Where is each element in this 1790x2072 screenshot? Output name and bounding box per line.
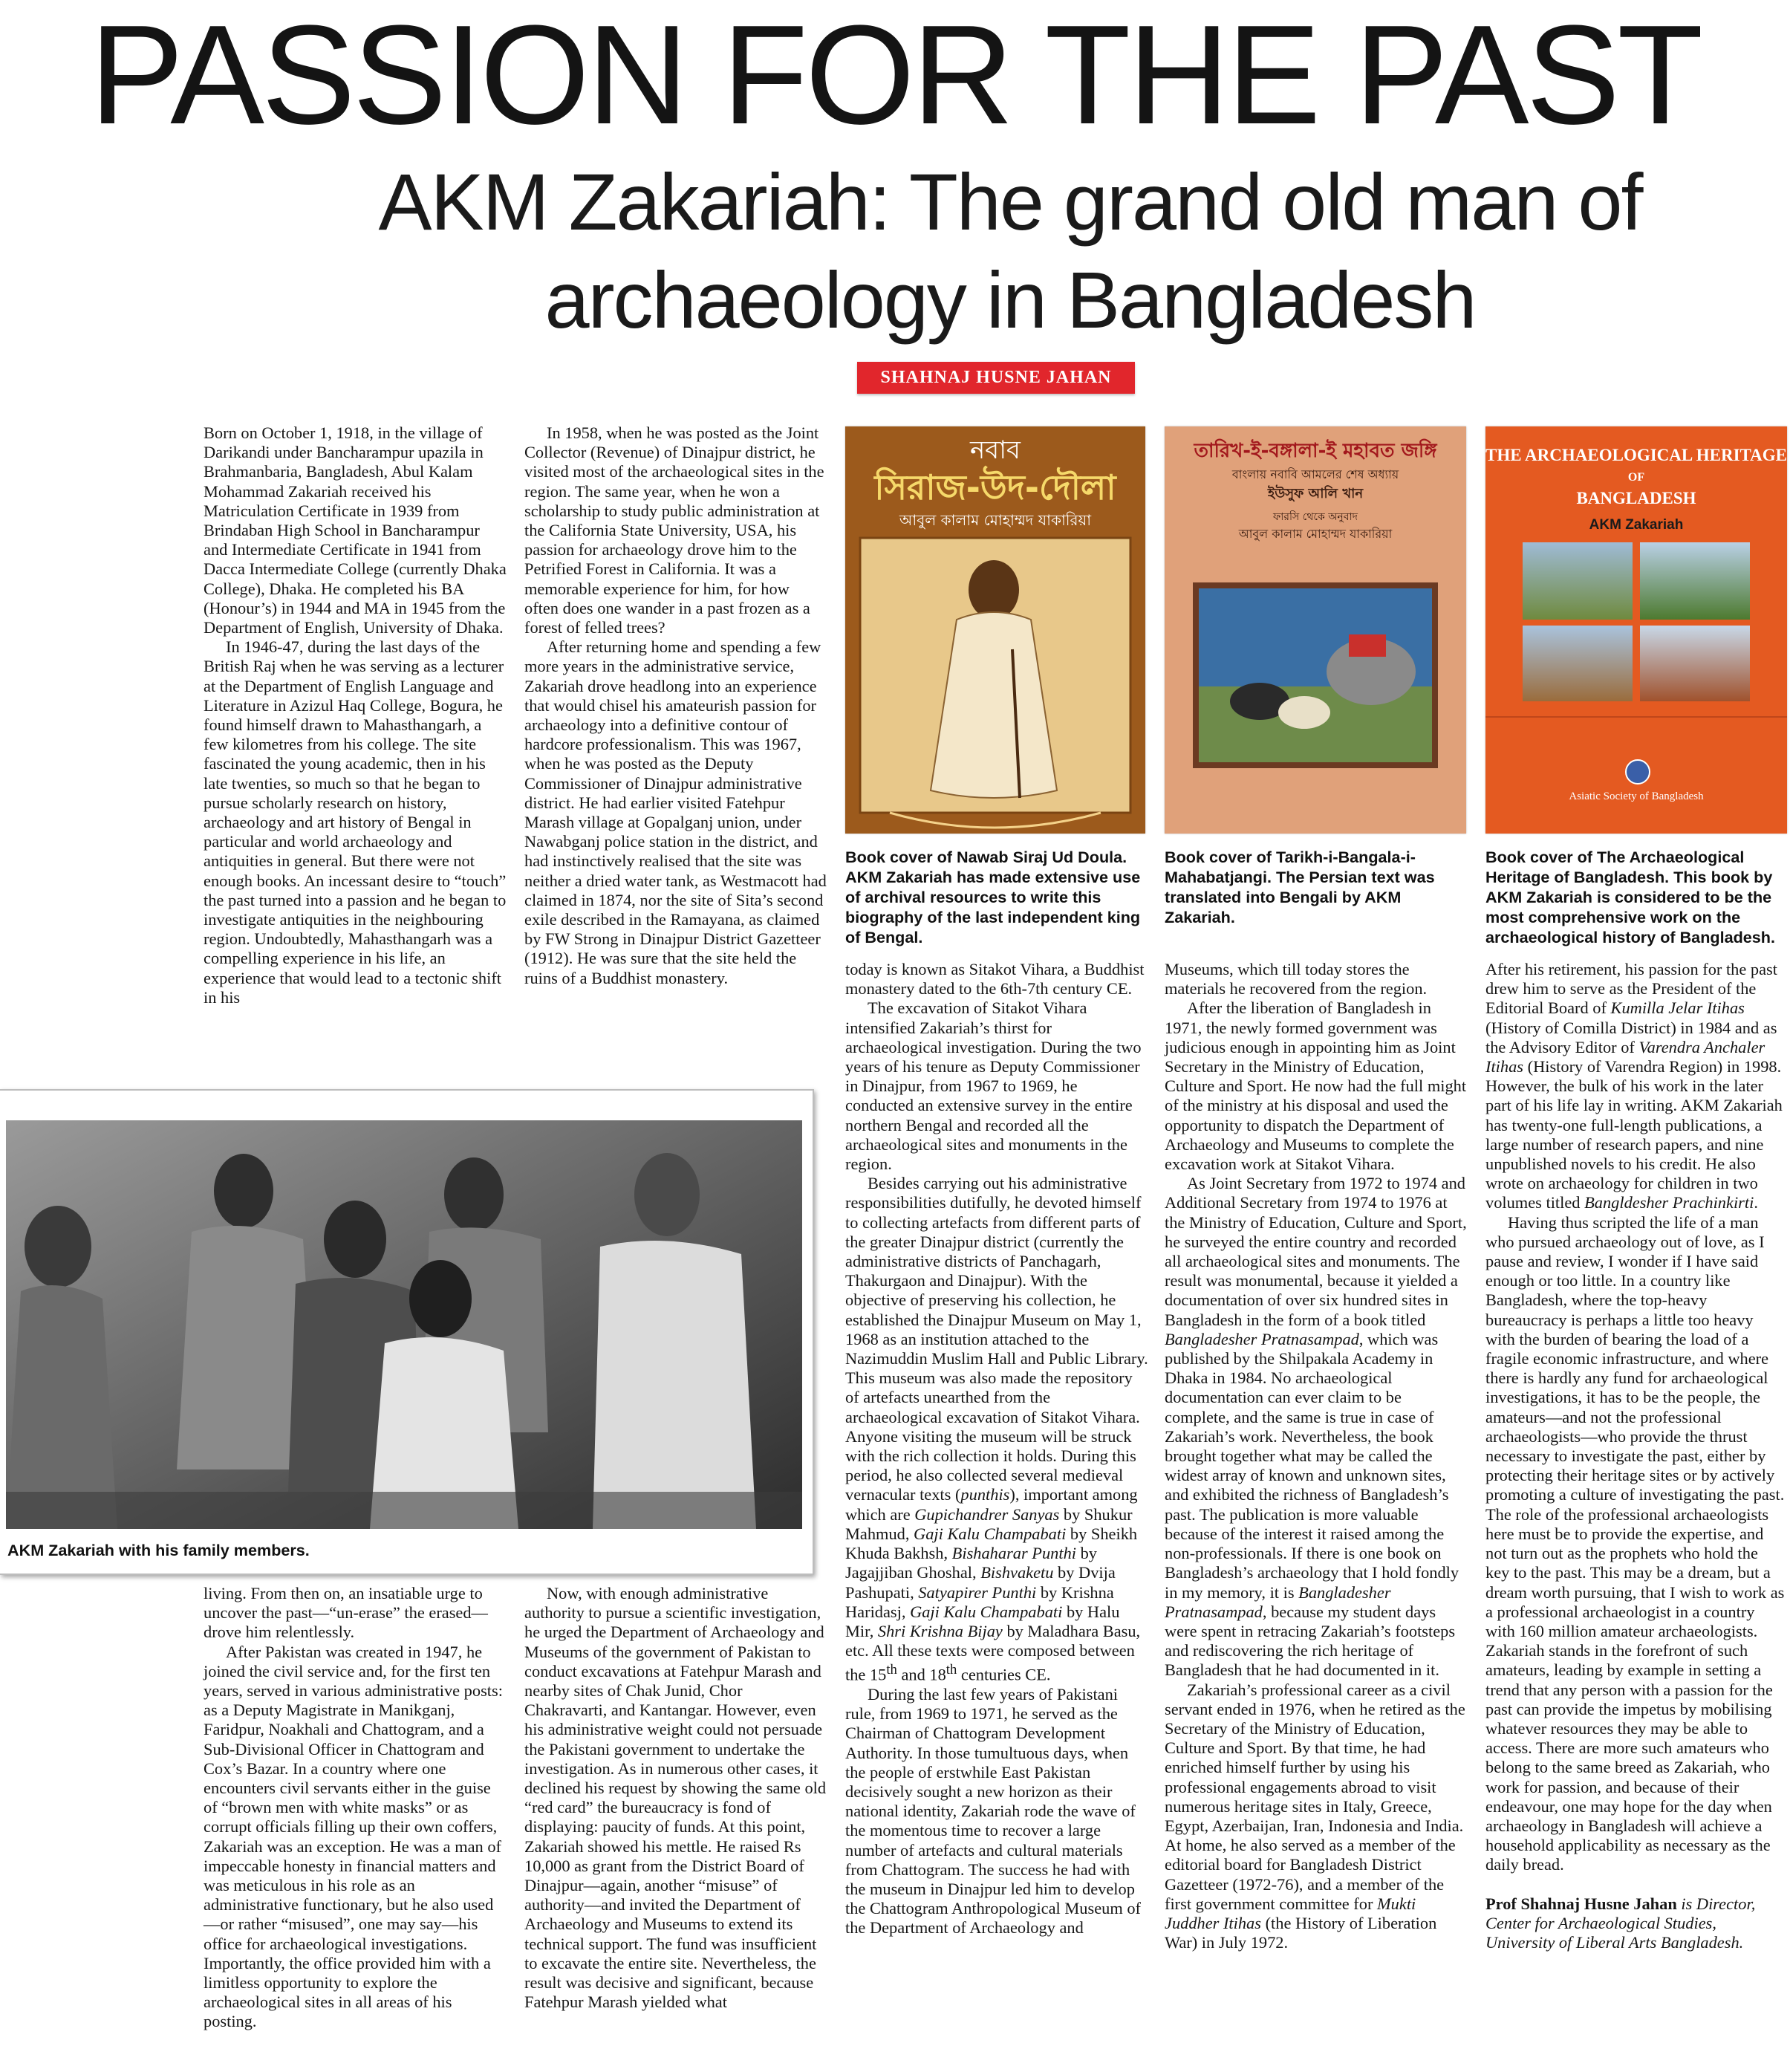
text-run: by Jagajjiban Ghoshal, [845, 1544, 1097, 1582]
cover-top-text: নবাব [969, 435, 1021, 465]
book-cover-tarikh-i-bangala [1165, 426, 1466, 834]
family-photo-image [6, 1120, 802, 1529]
text-italic: Shri Krishna Bijay [877, 1621, 1003, 1640]
text-run: by Krishna Haridasj, [845, 1582, 1114, 1621]
paragraph [1165, 1680, 1471, 1953]
text-run: Zakariah’s professional career as a civil servant ended in 1976, when he retired as the Secretary of the Ministry of Education, Culture and Sport. By that time, he had enriched himself further by using his professional engagements abroad to visit numerous heritage sites in Italy, Greece, Egypt, Azerbaijan, Iran, Indonesia and India. At home, he also served as a member of the editorial board for Bangladesh District Gazetteer (1972-76), and a member of the first government committee for [1165, 1680, 1465, 1913]
text-italic: Gaji Kalu Champabati [910, 1602, 1063, 1621]
cover-photo [1523, 542, 1633, 620]
paragraph [1165, 1174, 1471, 1680]
text-run: centuries CE. [957, 1665, 1051, 1684]
photo-caption: AKM Zakariah with his family members. [7, 1541, 310, 1559]
text-italic: punthis [960, 1485, 1010, 1504]
text-run: and 18 [896, 1665, 946, 1684]
text-italic: Bangladesher Pratnasampad [1165, 1329, 1359, 1348]
superscript: th [886, 1662, 897, 1678]
article-column-3 [845, 960, 1150, 1938]
cover-caption-2: Book cover of Tarikh-i-Bangala-i-Mahabatjangi. The Persian text was translated into Bengali by AKM Zakariah. [1165, 848, 1435, 926]
cover-caption-3: Book cover of The Archaeological Heritage of Bangladesh. This book by AKM Zakariah is considered to be the most comprehensive work on the archaeological history of Bangladesh. [1485, 848, 1775, 946]
byline: SHAHNAJ HUSNE JAHAN [857, 362, 1135, 394]
text-italic: Bangladesher Pratnasampad [1165, 1582, 1391, 1621]
text-run: As Joint Secretary from 1972 to 1974 and Additional Secretary from 1974 to 1976 at the Ministry of Education, Culture and Sport, he surveyed the entire country and recorded all archaeological sites and monuments. The result was monumental, because it yielded a documentation of over six hundred sites in Bangladesh in the form of a book titled [1165, 1174, 1467, 1329]
family-photo [6, 1120, 802, 1529]
book-cover-archaeological-heritage [1485, 426, 1787, 834]
text-italic: Mukti Juddher Itihas [1165, 1894, 1416, 1932]
cover-translator: আবুল কালাম মোহাম্মদ যাকারিয়া [1238, 527, 1393, 541]
article-column-2-top [524, 423, 827, 988]
book-cover-siraj-ud-doula [845, 426, 1145, 834]
cover-photo [1640, 626, 1750, 701]
cover-of: OF [1627, 471, 1645, 484]
paragraph: After returning home and spending a few more years in the administrative service, Zakariah drove headlong into an experience that would chisel his amateurish passion for archaeology into a definitive contour of hardcore professionalism. This was 1967, when he was posted as the Deputy Commissioner of Dinajpur administrative district. He had earlier visited Fatehpur Marash village at Gopalganj union, under Nawabganj police station in the district, and had instinctively realised that the site was neither a dried water tank, as Westmacott had claimed in 1874, nor the site of Sita’s second exile described in the Ramayana, as claimed by FW Strong in Dinajpur District Gazetteer (1912). He was sure that the site held the ruins of a Buddhist monastery. [524, 637, 827, 987]
text-italic: Satyapirer Punthi [918, 1582, 1037, 1602]
superscript: th [946, 1662, 957, 1678]
text-italic: Kumilla Jelar Itihas [1610, 998, 1745, 1018]
author-name: Prof Shahnaj Husne Jahan [1485, 1894, 1677, 1913]
text-run: by Dvija Pashupati, [845, 1563, 1116, 1602]
paragraph: Born on October 1, 1918, in the village of Darikandi under Bancharampur upazila in Brahmanbaria, Bangladesh, Abul Kalam Mohammad Zakariah received his Matriculation Certificate in 1939 from Brindaban High School in Bancharampur and Intermediate Certificate in 1941 from Dacca Intermediate College (currently Dhaka College), Dhaka. He completed his BA (Honour’s) in 1944 and MA in 1945 from the Department of English, University of Dhaka. [204, 423, 507, 637]
paragraph: Now, with enough administrative authority to pursue a scientific investigation, he urged the Department of Archaeology and Museums of the government of Pakistan to conduct excavations at Fatehpur Marash and nearby sites of Chak Junid, Chor Chakravarti, and Kantangar. However, even his administrative weight could not persuade the Pakistani government to undertake the investigation. As in numerous other cases, it declined his request by showing the same old “red card” the bureaucracy is fond of displaying: paucity of funds. At this point, Zakariah showed his mettle. He raised Rs 10,000 as grant from the District Board of Dinajpur—again, another “misuse” of authority—and invited the Department of Archaeology and Museums to extend its technical support. The fund was insufficient to excavate the entire site. Nevertheless, the result was decisive and significant, because Fatehpur Marash yielded what [524, 1584, 827, 2012]
text-run: by Sheikh Khuda Bakhsh, [845, 1524, 1138, 1563]
cover-author: ইউসুফ আলি খান [1267, 486, 1364, 501]
text-run: (History of Varendra Region) in 1998. However, the bulk of his work in the later part of his life lay in writing. AKM Zakariah has twenty-one full-length publications, a large number of research papers, and nine unpublished novels to his credit. He also wrote on archaeology for children in two volumes titled [1485, 1057, 1783, 1212]
cover-photo-grid [1523, 542, 1750, 701]
paragraph: Museums, which till today stores the materials he recovered from the region. [1165, 960, 1428, 998]
text-italic: Bangldesher Prachinkirti [1584, 1193, 1754, 1212]
text-run: (History of Comilla District) in 1984 and as the Advisory Editor of [1485, 1018, 1777, 1056]
paragraph: In 1946-47, during the last days of the British Raj when he was serving as a lecturer at the Department of English Language and Literature in Azizul Haq College, Bogura, he found himself drawn to Mahasthangarh, a few kilometres from his college. The site fascinated the young academic, then in his late twenties, so much so that he began to pursue scholarly research on history, archaeology and art history of Bengal in particular and world archaeology and antiquities in general. But there were not enough books. An incessant desire to “touch” the past turned into a passion and he began to investigate antiquities in the neighbouring region. Undoubtedly, Mahasthangarh was a compelling experience in his life, an experience that would lead to a tectonic shift in his [204, 637, 507, 1007]
paragraph [845, 1174, 1150, 1685]
cover-photo [1640, 542, 1750, 620]
text-run: , because my student days were spent in retracing Zakariah’s footsteps and rediscovering the rich heritage of Bangladesh that he had documented in it. [1165, 1602, 1456, 1680]
paragraph: living. From then on, an insatiable urge to uncover the past—“un-erase” the erased—drove him relentlessly. [204, 1584, 488, 1642]
article-column-1-top [204, 423, 507, 1007]
text-italic: Varendra Anchaler Itihas [1485, 1037, 1765, 1076]
text-run: by Maladhara Basu, etc. All these texts were composed between the 15 [845, 1621, 1141, 1684]
cover-subtitle: বাংলায় নবাবি আমলের শেষ অধ্যায় [1231, 467, 1399, 481]
paragraph [1485, 960, 1786, 1213]
text-run: After his retirement, his passion for the past drew him to serve as the President of the Editorial Board of [1485, 960, 1777, 1018]
cover-author: AKM Zakariah [1589, 517, 1684, 533]
article-column-5 [1485, 960, 1786, 1952]
cover-title: সিরাজ-উদ-দৌলা [874, 467, 1116, 507]
society-logo-icon [1625, 759, 1650, 785]
cover-translated-label: ফারসি থেকে অনুবাদ [1272, 511, 1358, 523]
paragraph: The excavation of Sitakot Vihara intensified Zakariah’s thirst for archaeological investigation. During the two years of his tenure as Deputy Commissioner in Dinajpur, from 1967 to 1969, he conducted an extensive survey in the entire northern Bengal and recorded all the archaeological sites and monuments in the region. [845, 998, 1142, 1174]
text-italic: Bishaharar Punthi [951, 1544, 1076, 1563]
cover-title: তারিখ-ই-বঙ্গালা-ই মহাবত জঙ্গি [1194, 440, 1437, 462]
text-run: by Shukur Mahmud, [845, 1504, 1133, 1543]
paragraph: During the last few years of Pakistani rule, from 1969 to 1971, he served as the Chairman of Chattogram Development Authority. In those tumultuous days, when the people of erstwhile East Pakistan decisively sought a new horizon as their national identity, Zakariah rode the wave of the momentous time to recover a large number of artefacts and cultural materials from Chattogram. The success he had with the museum in Dinajpur led him to develop the Chattogram Anthropological Museum of the Department of Archaeology and [845, 1684, 1141, 1938]
family-photo-frame [0, 1089, 814, 1575]
text-run: . [1754, 1193, 1758, 1212]
paragraph: Having thus scripted the life of a man who pursued archaeology out of love, as I pause and review, I wonder if I have said enough or too little. In a country like Bangladesh, where the top-heavy bureaucracy is perhaps a little too heavy with the burden of bearing the load of a fragile economic infrastructure, and where there is hardly any fund for archaeological investigations, it has to be the people, the amateurs—and not the professional archaeologists—who provide the thrust necessary to investigate the past, either by protecting their heritage sites or by actively promoting a culture of investigating the past. The role of the professional archaeologists here must be to provide the expertise, and not turn out as the prophets who hold the key to the past. This may be a dream, but a dream worth pursuing, that I wish to work as a professional archaeologist in a country with 160 million amateur archaeologists. Zakariah stands in the forefront of such amateurs, leading by example in setting a trend that any person with a passion for the past can provide the impetus by mobilising whatever resources they may be able to access. There are more such amateurs who belong to the same breed as Zakariah, who work for passion, and because of their endeavour, one may hope for the day when archaeology in Bangladesh will achieve a household applicability as necessary as the daily bread. [1485, 1212, 1785, 1874]
cover-author: আবুল কালাম মোহাম্মদ যাকারিয়া [899, 511, 1092, 529]
article-column-4 [1165, 960, 1471, 1952]
article-column-2-bottom [524, 1584, 827, 2012]
text-italic: Gaji Kalu Champabati [914, 1524, 1067, 1543]
cover-divider [1485, 716, 1787, 718]
text-italic: Bishvaketu [980, 1563, 1054, 1582]
text-run: ), important among which are [845, 1485, 1138, 1524]
text-italic: Gupichandrer Sanyas [914, 1504, 1060, 1524]
article-column-1-bottom [204, 1584, 507, 2032]
author-signature [1485, 1894, 1786, 1953]
paragraph: In 1958, when he was posted as the Joint Collector (Revenue) of Dinajpur district, he visited most of the archaeological sites in the region. The same year, when he won a scholarship to study public administration at the California State University, USA, his passion for archaeology drove him to the Petrified Forest in California. It was a memorable experience for him, for how often does one wander in a past frozen as a forest of felled trees? [524, 423, 824, 637]
cover-painting [1193, 582, 1438, 768]
cover-photo [1523, 626, 1633, 701]
subheadline: AKM Zakariah: The grand old man of archaeology in Bangladesh [378, 157, 1642, 345]
text-run: , which was published by the Shilpakala Academy in Dhaka in 1984. No archaeological documentation can ever claim to be complete, and the same is true in case of Zakariah’s work. Nevertheless, the book brought together what may be called the widest array of known and unknown sites, and exhibited the richness of Bangladesh’s past. The publication is more valuable because of the interest it raised among the non-professionals. If there is one book on Bangladesh’s archaeology that I hold fondly in my memory, it is [1165, 1329, 1459, 1602]
paragraph: After the liberation of Bangladesh in 1971, the newly formed government was judicious enough in appointing him as Joint Secretary in the Ministry of Education, Culture and Sport. He now had the full might of the ministry at his disposal and used the opportunity to dispatch the Department of Archaeology and Museums to complete the excavation work at Sitakot Vihara. [1165, 998, 1467, 1174]
cover-caption-1: Book cover of Nawab Siraj Ud Doula. AKM Zakariah has made extensive use of archival resources to write this biography of the last independent king of Bengal. [845, 848, 1141, 946]
author-affiliation: is Director, Center for Archaeological Studies, University of Liberal Arts Bangladesh. [1485, 1894, 1756, 1952]
paragraph: today is known as Sitakot Vihara, a Buddhist monastery dated to the 6th-7th century CE. [845, 960, 1145, 998]
text-run: by Halu Mir, [845, 1602, 1120, 1640]
cover-country: BANGLADESH [1576, 489, 1696, 507]
headline: PASSION FOR THE PAST [89, 0, 1701, 154]
text-run: Besides carrying out his administrative responsibilities dutifully, he devoted himself to collecting artefacts from different parts of the greater Dinajpur district (currently the administrative districts of Panchagarh, Thakurgaon and Dinajpur). With the objective of preserving his collection, he established the Dinajpur Museum on May 1, 1968 as an institution attached to the Nazimuddin Muslim Hall and Public Library. This museum was also made the repository of artefacts unearthed from the archaeological excavation of Sitakot Vihara. Anyone visiting the museum will be struck with the rich collection it holds. During this period, he also collected several medieval vernacular texts ( [845, 1174, 1148, 1504]
cover-publisher: Asiatic Society of Bangladesh [1569, 790, 1704, 802]
text-run: (the History of Liberation War) in July 1972. [1165, 1913, 1437, 1952]
paragraph: After Pakistan was created in 1947, he joined the civil service and, for the first ten years, served in various administrative posts: as a Deputy Magistrate in Manikganj, Faridpur, Noakhali and Chattogram, and a Sub-Divisional Officer in Chattogram and Cox’s Bazar. In a country where one encounters civil servants either in the guise of “brown men with white masks” or as corrupt officials filling up their own coffers, Zakariah was an exception. He was a man of impeccable honesty in financial matters and was meticulous in his role as an administrative functionary, but he also used—or rather “misused”, one may say—his office for archaeological investigations. Importantly, the office provided him with a limitless opportunity to explore the archaeological sites in all areas of his posting. [204, 1642, 503, 2031]
cover-title: THE ARCHAEOLOGICAL HERITAGE [1485, 446, 1787, 464]
